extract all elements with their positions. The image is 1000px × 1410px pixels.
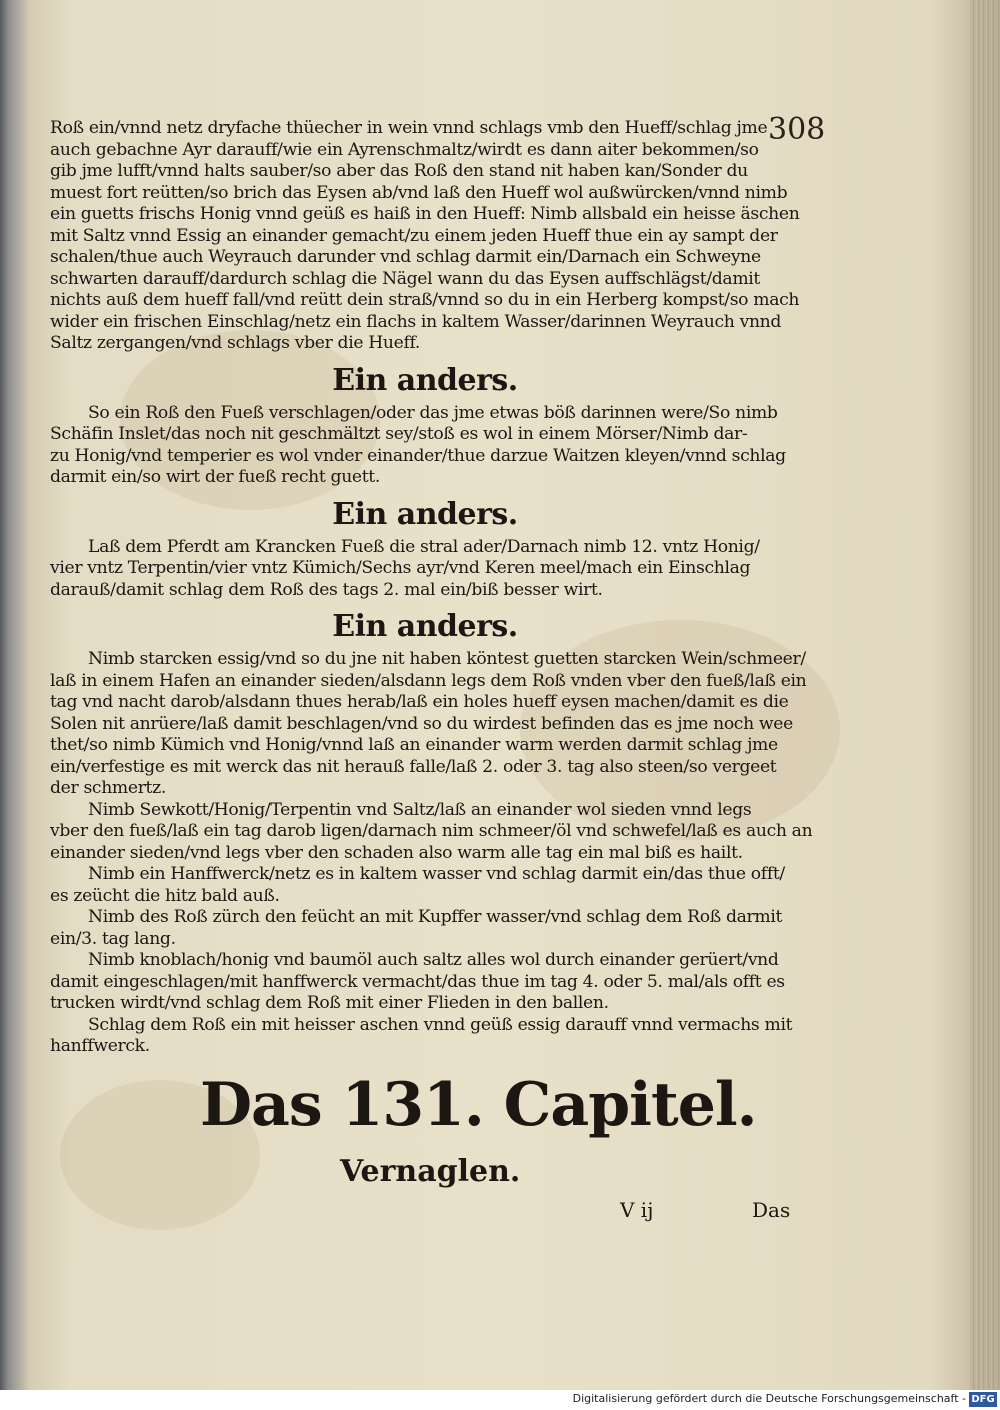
paragraph-5 <box>50 799 813 865</box>
signature-mark: V ij <box>620 1198 654 1222</box>
paragraph-1 <box>50 118 800 355</box>
text-line: Schlag dem Roß ein mit heisser aschen vnnd geüß essig darauff vnnd vermachs mit <box>88 1014 793 1035</box>
text-line: darauß/damit schlag dem Roß des tags 2. mal ein/biß besser wirt. <box>50 579 603 600</box>
paragraph-6 <box>50 864 800 907</box>
chapter-subtitle: Vernaglen. <box>340 1154 521 1189</box>
text-line: laß in einem Hafen an einander sieden/alsdann legs dem Roß vnden vber den fueß/laß ein <box>50 670 807 691</box>
funding-notice: Digitalisierung gefördert durch die Deutsche Forschungsgemeinschaft - <box>572 1392 966 1405</box>
text-line: ein/3. tag lang. <box>50 928 176 949</box>
text-line: So ein Roß den Fueß verschlagen/oder das jme etwas böß darinnen were/So nimb <box>88 402 778 423</box>
text-line: ein/verfestige es mit werck das nit herauß falle/laß 2. oder 3. tag also steen/so vergeet <box>50 756 777 777</box>
text-line: Nimb des Roß zürch den feücht an mit Kupffer wasser/vnd schlag dem Roß darmit <box>88 907 783 927</box>
text-line: Nimb knoblach/honig vnd baumöl auch saltz alles wol durch einander gerüert/vnd <box>88 950 779 970</box>
text-line: Nimb starcken essig/vnd so du jne nit haben köntest guetten starcken Wein/schmeer/ <box>88 649 806 669</box>
text-line: auch gebachne Ayr darauff/wie ein Ayrenschmaltz/wirdt es dann aiter bekommen/so <box>50 139 759 160</box>
text-line: Laß dem Pferdt am Krancken Fueß die stral ader/Darnach nimb 12. vntz Honig/ <box>88 536 760 557</box>
text-line: Nimb Sewkott/Honig/Terpentin vnd Saltz/laß an einander wol sieden vnnd legs <box>88 799 752 820</box>
text-line: Saltz zergangen/vnd schlags vber die Hueff. <box>50 333 420 353</box>
paragraph-8 <box>50 950 800 1015</box>
text-line: nichts auß dem hueff fall/vnd reütt dein straß/vnnd so du in ein Herberg kompst/so mach <box>50 290 800 310</box>
text-line: Nimb ein Hanffwerck/netz es in kaltem wasser vnd schlag darmit ein/das thue offt/ <box>88 864 785 884</box>
text-line: Solen nit anrüere/laß damit beschlagen/vnd so du wirdest befinden das es jme noch wee <box>50 713 793 734</box>
chapter-title: Das 131. Capitel. <box>200 1070 757 1140</box>
text-line: tag vnd nacht darob/alsdann thues herab/laß ein holes hueff eysen machen/damit es die <box>50 692 789 712</box>
text-line: es zeücht die hitz bald auß. <box>50 885 280 906</box>
page-edge <box>970 0 1000 1390</box>
text-line: vier vntz Terpentin/vier vntz Kümich/Sechs ayr/vnd Keren meel/mach ein Einschlag <box>50 558 751 578</box>
catchword: Das <box>752 1198 791 1222</box>
section-heading: Ein anders. <box>332 609 518 644</box>
text-line: Roß ein/vnnd netz dryfache thüecher in wein vnnd schlags vmb den Hueff/schlag jme <box>50 118 768 138</box>
text-line: damit eingeschlagen/mit hanffwerck vermacht/das thue im tag 4. oder 5. mal/als offt es <box>50 971 785 992</box>
paragraph-7 <box>50 907 800 950</box>
text-line: trucken wirdt/vnd schlag dem Roß mit einer Flieden in den ballen. <box>50 993 609 1013</box>
text-line: muest fort reütten/so brich das Eysen ab/vnd laß den Hueff wol außwürcken/vnnd nimb <box>50 182 788 203</box>
section-heading: Ein anders. <box>332 496 518 532</box>
text-line: zu Honig/vnd temperier es wol vnder einander/thue darzue Waitzen kleyen/vnnd schlag <box>50 445 786 466</box>
dfg-logo: DFG <box>969 1392 997 1407</box>
text-line: thet/so nimb Kümich vnd Honig/vnnd laß an einander warm werden darmit schlag jme <box>50 735 778 755</box>
text-line: einander sieden/vnd legs vber den schaden also warm alle tag ein mal biß es hailt. <box>50 842 743 863</box>
footer-bar <box>0 1390 1000 1410</box>
text-line: Schäfin Inslet/das noch nit geschmältzt sey/stoß es wol in einem Mörser/Nimb dar- <box>50 424 748 444</box>
text-line: wider ein frischen Einschlag/netz ein flachs in kaltem Wasser/darinnen Weyrauch vnnd <box>50 311 782 332</box>
text-line: darmit ein/so wirt der fueß recht guett. <box>50 467 380 487</box>
section-heading: Ein anders. <box>332 362 518 398</box>
page-number: 308 <box>768 112 826 147</box>
paragraph-2 <box>50 403 800 489</box>
text-line: schwarten darauff/dardurch schlag die Nägel wann du das Eysen auffschlägst/damit <box>50 268 760 289</box>
paragraph-4 <box>50 649 807 800</box>
text-line: ein guetts frischs Honig vnnd geüß es haiß in den Hueff: Nimb allsbald ein heisse äschen <box>50 204 800 224</box>
text-line: der schmertz. <box>50 778 166 798</box>
text-line: vber den fueß/laß ein tag darob ligen/darnach nim schmeer/öl vnd schwefel/laß es auch an <box>50 821 813 841</box>
paragraph-3 <box>50 537 800 602</box>
text-line: hanffwerck. <box>50 1036 150 1056</box>
text-line: schalen/thue auch Weyrauch darunder vnd schlag darmit ein/Darnach ein Schweyne <box>50 247 761 267</box>
text-line: gib jme lufft/vnnd halts sauber/so aber das Roß den stand nit haben kan/Sonder du <box>50 161 748 181</box>
text-line: mit Saltz vnnd Essig an einander gemacht/zu einem jeden Hueff thue ein ay sampt der <box>50 225 778 246</box>
paragraph-9 <box>50 1015 800 1058</box>
